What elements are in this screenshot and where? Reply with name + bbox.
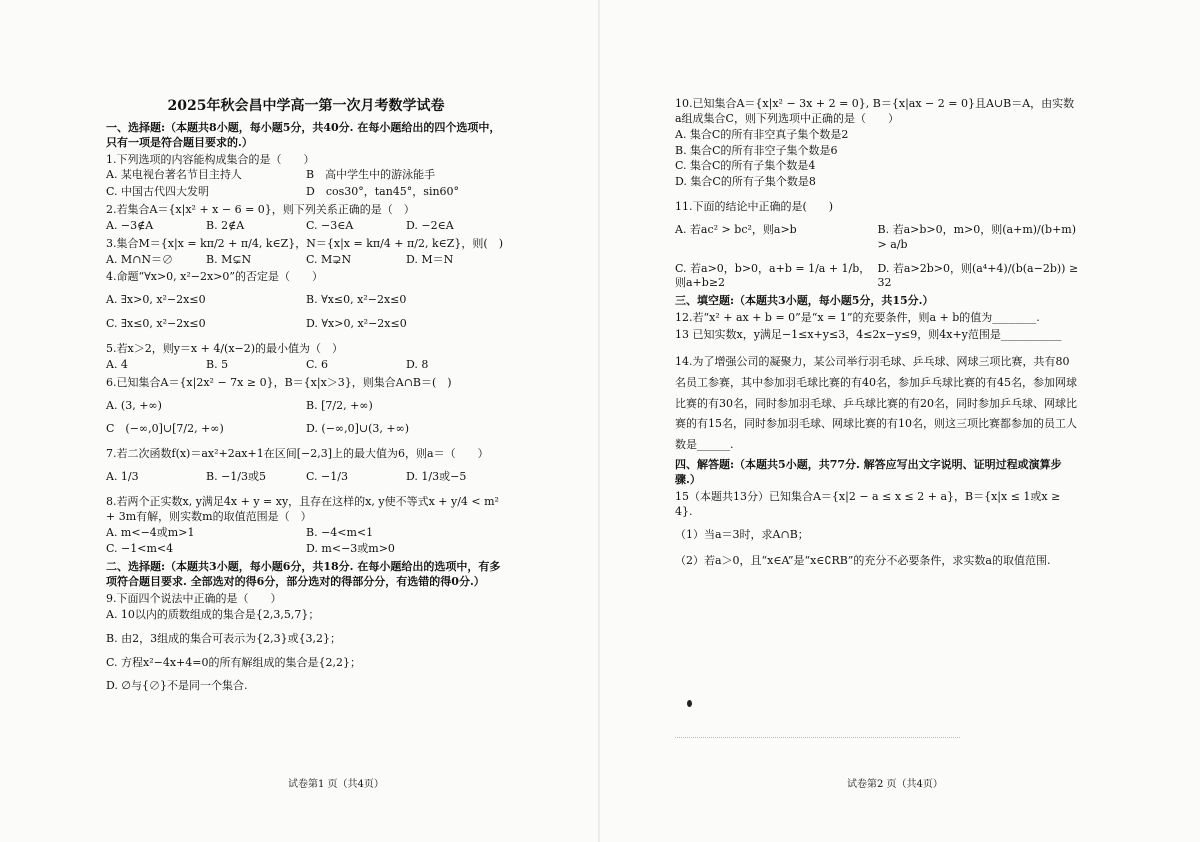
option: B. 2∉A (206, 218, 245, 232)
option: D. 若a>2b>0，则(a⁴+4)/(b(a−2b)) ≥ 32 (877, 261, 1079, 290)
option: A. 若ac² > bc²，则a>b (675, 222, 797, 236)
question-10: 10.已知集合A＝{x|x² − 3x + 2 = 0}, B＝{x|ax − 2 = 0}且A∪B＝A，由实数a组成集合C，则下列选项中正确的是（ ） (675, 97, 1075, 125)
option: C (−∞,0]∪[7/2, +∞) (106, 422, 224, 436)
option: B. M⊊N (206, 252, 252, 266)
question-11-options (675, 261, 1080, 293)
question-6-options (106, 421, 506, 438)
option: C. 中国古代四大发明 (106, 185, 210, 199)
question-3: 3.集合M＝{x|x = kπ/2 + π/4, k∈Z}，N＝{x|x = kπ/4 + π/2, k∈Z}，则( ) (106, 236, 503, 250)
question-1-options (106, 167, 506, 184)
question-8: 8.若两个正实数x, y满足4x + y = xy，且存在这样的x, y使不等式x + y/4 < m² + 3m有解，则实数m的取值范围是（ ） (106, 494, 499, 523)
section-3-heading: 三、填空题:（本题共3小题，每小题5分，共15分.） (675, 294, 934, 308)
question-5: 5.若x＞2，则y＝x + 4/(x−2)的最小值为（ ） (106, 342, 344, 356)
option: C. 方程x²−4x+4=0的所有解组成的集合是{2,2}； (106, 655, 361, 669)
question-2: 2.若集合A＝{x|x² + x − 6 = 0}，则下列关系正确的是（ ） (106, 203, 415, 217)
section-2-heading: 二、选择题:（本题共3小题，每小题6分，共18分. 在每小题给出的选项中，有多项符合题目要求. 全部选对的得6分，部分选对的得部分分，有选错的得0分.） (106, 560, 501, 589)
option: C. 6 (306, 357, 329, 371)
question-15-part-1: （1）当a＝3时，求A∩B； (675, 527, 809, 541)
option: B. 集合C的所有非空子集个数是6 (675, 143, 838, 157)
option: A. 1/3 (106, 470, 139, 484)
option: C. 若a>0，b>0，a+b = 1/a + 1/b，则a+b≥2 (675, 261, 871, 290)
option: D. 1/3或−5 (406, 470, 467, 484)
question-5-options (106, 357, 506, 374)
question-14: 14.为了增强公司的凝聚力，某公司举行羽毛球、乒乓球、网球三项比赛，共有80名员工参赛，其中参加羽毛球比赛的有40名，参加乒乓球比赛的有45名，参加网球比赛的有30名，同时参加羽毛球、乒乓球比赛的有20名，同时参加乒乓球、网球比赛的有15名，同时参加羽毛球、网球比赛的有10名，则这三项比赛都参加的员工人数是______. (675, 354, 1077, 452)
question-8-options (106, 541, 506, 558)
question-1: 1.下列选项的内容能构成集合的是（ ） (106, 152, 315, 166)
option: B 高中学生中的游泳能手 (306, 168, 436, 182)
option: B. −4<m<1 (306, 525, 374, 539)
option: A. −3∉A (106, 218, 154, 232)
option: D cos30°，tan45°，sin60° (306, 185, 460, 199)
question-15: 15（本题共13分）已知集合A＝{x|2 − a ≤ x ≤ 2 + a}，B＝{x|x ≤ 1或x ≥ 4}. (675, 489, 1061, 518)
option: B. −1/3或5 (206, 470, 266, 484)
section-1-heading: 一、选择题:（本题共8小题，每小题5分，共40分. 在每小题给出的四个选项中，只有一项是符合题目要求的.） (106, 120, 501, 149)
option: B. [7/2, +∞) (306, 398, 373, 412)
question-12: 12.若“x² + ax + b = 0”是“x = 1”的充要条件，则a + b的值为________. (675, 311, 1040, 325)
question-11-options (675, 222, 1080, 254)
question-7: 7.若二次函数f(x)＝ax²+2ax+1在区间[−2,3]上的最大值为6，则a＝（ ） (106, 447, 489, 461)
page-2-footer: 试卷第2 页（共4页） (847, 779, 943, 790)
option: B. 5 (206, 357, 229, 371)
question-4-options (106, 292, 506, 309)
option: D. m<−3或m>0 (306, 542, 395, 556)
page-1-footer: 试卷第1 页（共4页） (288, 779, 384, 790)
option: A. m<−4或m>1 (106, 525, 195, 539)
exam-page-2 (600, 0, 1200, 842)
option: C. −1/3 (306, 470, 348, 484)
option: D. ∀x>0, x²−2x≤0 (306, 317, 407, 331)
option: A. ∃x>0, x²−2x≤0 (106, 293, 206, 307)
question-9: 9.下面四个说法中正确的是（ ） (106, 591, 282, 605)
option: D. 集合C的所有子集个数是8 (675, 175, 816, 189)
option: B. ∀x≤0, x²−2x≤0 (306, 293, 407, 307)
ink-spot (687, 700, 692, 707)
exam-title: 2025年秋会昌中学高一第一次月考数学试卷 (167, 98, 445, 114)
option: C. −3∈A (306, 218, 354, 232)
option: A. 某电视台著名节目主持人 (106, 168, 242, 182)
option: D. (−∞,0]∪(3, +∞) (306, 422, 410, 436)
option: D. M＝N (406, 252, 454, 266)
option: C. M⊋N (306, 252, 352, 266)
question-7-options (106, 469, 506, 486)
question-4: 4.命题“∀x>0, x²−2x>0”的否定是（ ） (106, 270, 324, 284)
section-4-heading: 四、解答题:（本题共5小题，共77分. 解答应写出文字说明、证明过程或演算步骤.） (675, 458, 1062, 487)
faint-rule (675, 737, 960, 738)
option: A. (3, +∞) (106, 398, 162, 412)
option: C. 集合C的所有子集个数是4 (675, 159, 816, 173)
question-13: 13 已知实数x，y满足−1≤x+y≤3，4≤2x−y≤9，则4x+y范围是___________ (675, 327, 1062, 341)
option: B. 若a>b>0，m>0，则(a+m)/(b+m) > a/b (877, 222, 1077, 251)
option: A. 10以内的质数组成的集合是{2,3,5,7}； (106, 607, 320, 621)
option: C. ∃x≤0, x²−2x≤0 (106, 317, 206, 331)
option: A. 集合C的所有非空真子集个数是2 (675, 127, 849, 141)
option: A. M∩N＝∅ (106, 252, 174, 266)
option: D. 8 (406, 357, 429, 371)
page-1-content (106, 97, 506, 695)
option: D. −2∈A (406, 218, 454, 232)
option: B. 由2，3组成的集合可表示为{2,3}或{3,2}； (106, 631, 342, 645)
question-6: 6.已知集合A＝{x|2x² − 7x ≥ 0}，B＝{x|x＞3}，则集合A∩B＝( ) (106, 375, 452, 389)
question-3-options (106, 252, 506, 269)
option: A. 4 (106, 357, 128, 371)
option: C. −1<m<4 (106, 542, 174, 556)
question-8-options (106, 525, 506, 542)
option: D. ∅与{∅}不是同一个集合. (106, 679, 248, 693)
question-15-part-2: （2）若a＞0，且“x∈A”是“x∈∁RB”的充分不必要条件，求实数a的取值范围. (675, 554, 1051, 568)
question-1-options (106, 184, 506, 201)
page-2-content (675, 95, 1080, 572)
question-2-options (106, 218, 506, 235)
question-4-options (106, 316, 506, 333)
question-6-options (106, 398, 506, 415)
question-11: 11.下面的结论中正确的是( ) (675, 200, 834, 214)
